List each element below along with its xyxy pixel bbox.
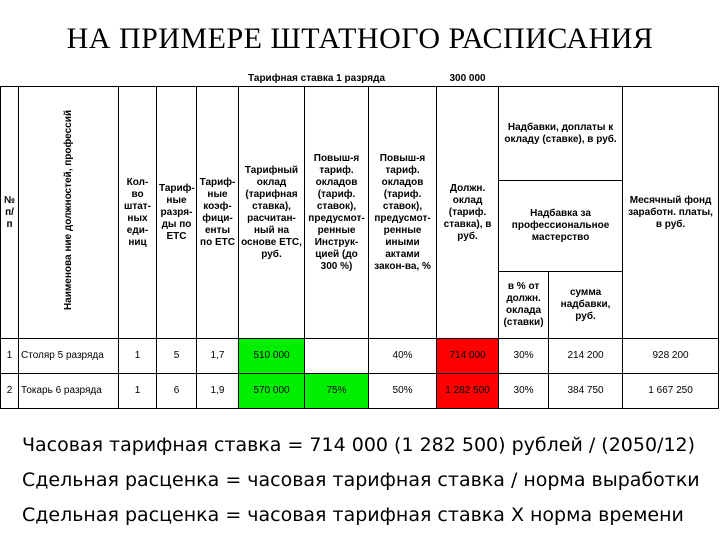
- cell-allowance-pct: 30%: [499, 374, 549, 409]
- base-rate-label: Тарифная ставка 1 разряда: [248, 73, 386, 84]
- cell-official-salary: 1 282 500: [437, 374, 499, 409]
- header-allowance-sum: сумма надбавки, руб.: [549, 272, 623, 339]
- formula-piece-rate-time: Сдельная расценка = часовая тарифная ставка Х норма времени: [22, 504, 684, 526]
- base-rate-value: 300 000: [449, 73, 486, 84]
- slide-title: НА ПРИМЕРЕ ШТАТНОГО РАСПИСАНИЯ: [66, 22, 654, 55]
- cell-num: 2: [1, 374, 19, 409]
- cell-raise-law: 40%: [369, 339, 437, 374]
- cell-salary: 510 000: [239, 339, 305, 374]
- cell-salary: 570 000: [239, 374, 305, 409]
- header-raise-instruction: Повыш-я тариф. окладов (тариф. ставок), предусмот-ренные Инструк-цией (до 300 %): [305, 87, 369, 339]
- header-coef: Тариф-ные коэф-фици-енты по ЕТС: [197, 87, 239, 339]
- formula-block: [22, 428, 712, 533]
- header-grade: Тариф-ные разря-ды по ЕТС: [157, 87, 197, 339]
- header-raise-law: Повыш-я тариф. окладов (тариф. ставок), предусмот-ренные иными актами закон-ва, %: [369, 87, 437, 339]
- header-allowances-group: Надбавки, доплаты к окладу (ставке), в руб.: [499, 87, 623, 181]
- formula-hourly-rate: Часовая тарифная ставка = 714 000 (1 282 500) рублей / (2050/12): [22, 434, 696, 456]
- cell-coef: 1,9: [197, 374, 239, 409]
- header-count: Кол-во штат-ных еди-ниц: [119, 87, 157, 339]
- header-num: № п/п: [1, 87, 19, 339]
- header-position: [19, 87, 119, 339]
- staffing-table-container: [0, 72, 720, 417]
- cell-coef: 1,7: [197, 339, 239, 374]
- formula-piece-rate-output: Сдельная расценка = часовая тарифная ставка / норма выработки: [22, 469, 700, 491]
- cell-official-salary: 714 000: [437, 339, 499, 374]
- table-row: [1, 339, 719, 374]
- cell-raise-instruction: 75%: [305, 374, 369, 409]
- header-official-salary: Должн. оклад (тариф. ставка), в руб.: [437, 87, 499, 339]
- cell-name: Токарь 6 разряда: [19, 374, 119, 409]
- cell-allowance-pct: 30%: [499, 339, 549, 374]
- staffing-table: [0, 72, 719, 409]
- cell-allowance-sum: 214 200: [549, 339, 623, 374]
- header-allowance-skill: Надбавка за профессиональное мастерство: [499, 181, 623, 272]
- cell-num: 1: [1, 339, 19, 374]
- table-row: [1, 374, 719, 409]
- cell-monthly-fund: 1 667 250: [623, 374, 719, 409]
- cell-grade: 6: [157, 374, 197, 409]
- header-position-text: Наименова ние должностей, профессий: [62, 110, 74, 311]
- cell-allowance-sum: 384 750: [549, 374, 623, 409]
- cell-monthly-fund: 928 200: [623, 339, 719, 374]
- cell-grade: 5: [157, 339, 197, 374]
- header-salary: Тарифный оклад (тарифная ставка), расчитан-ный на основе ЕТС, руб.: [239, 87, 305, 339]
- cell-count: 1: [119, 339, 157, 374]
- cell-count: 1: [119, 374, 157, 409]
- cell-name: Столяр 5 разряда: [19, 339, 119, 374]
- header-monthly-fund: Месячный фонд заработн. платы, в руб.: [623, 87, 719, 339]
- cell-raise-instruction: [305, 339, 369, 374]
- cell-raise-law: 50%: [369, 374, 437, 409]
- header-allowance-pct: в % от должн. оклада (ставки): [499, 272, 549, 339]
